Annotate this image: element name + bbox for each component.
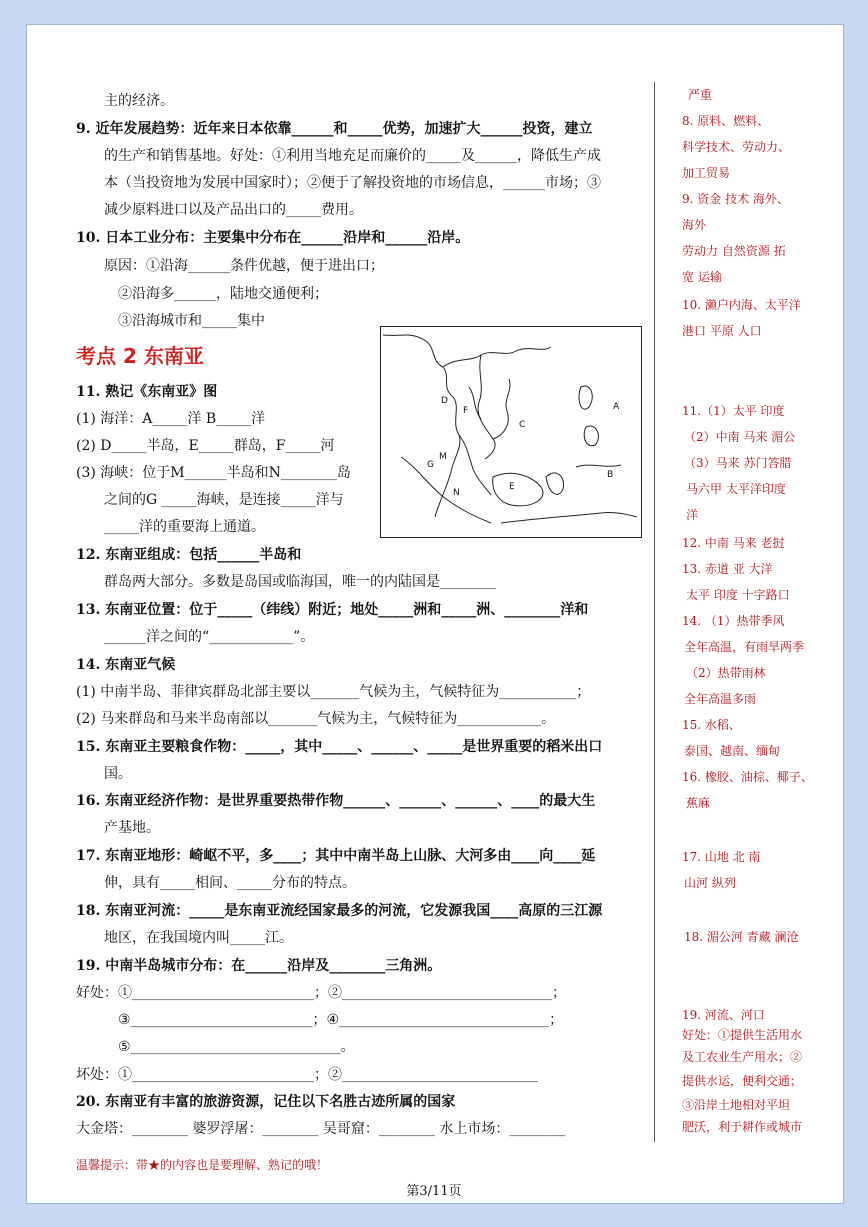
- answer-line: 肥沃，利于耕作或城市: [682, 1120, 803, 1134]
- answer-line: （2）热带雨林: [686, 666, 766, 680]
- answer-line: 蕉麻: [686, 796, 711, 810]
- text-line: ③沿海城市和_____集中: [118, 313, 265, 329]
- text-line: 减少原料进口以及产品出口的_____费用。: [104, 202, 363, 218]
- answer-line: 马六甲 太平洋印度: [686, 482, 786, 496]
- map-label: G: [427, 460, 434, 470]
- text-line: 主的经济。: [104, 93, 174, 109]
- answer-line: 8. 原料、燃料、: [682, 114, 770, 128]
- text-line: ②沿海多______，陆地交通便利；: [118, 286, 328, 302]
- answer-line: 山河 纵列: [684, 876, 736, 890]
- question-12: 12. 东南亚组成：包括______半岛和: [76, 547, 302, 563]
- section-heading: 考点 2 东南亚: [76, 344, 204, 368]
- question-10: 10. 日本工业分布：主要集中分布在______沿岸和______沿岸。: [76, 230, 470, 246]
- text-line: 大金塔：________ 婆罗浮屠：________ 吴哥窟：________ 水上市场：________: [76, 1121, 566, 1137]
- page-number: 第3/11页: [406, 1184, 462, 1199]
- answer-line: 全年高温，有雨旱两季: [684, 640, 805, 654]
- map-label: M: [439, 452, 447, 462]
- answer-line: 提供水运，便利交通；: [682, 1074, 803, 1088]
- reminder-tip: 温馨提示：带★的内容也是要理解、熟记的哦！: [76, 1158, 329, 1172]
- answer-line: ③沿岸土地相对平坦: [682, 1098, 791, 1112]
- text-line: 本（当投资地为发展中国家时）；②便于了解投资地的市场信息，______市场；③: [104, 175, 601, 191]
- answer-line: 港口 平原 人口: [682, 324, 762, 338]
- answer-line: 16. 橡胶、油棕、椰子、: [682, 770, 813, 784]
- answer-line: 洋: [686, 508, 699, 522]
- text-line: (2) 马来群岛和马来半岛南部以_______气候为主，气候特征为____________。: [76, 711, 556, 727]
- answer-line: 11.（1）太平 印度: [682, 404, 785, 418]
- text-line: (2) D_____半岛，E_____群岛，F_____河: [76, 438, 335, 454]
- text-line: 原因：①沿海______条件优越，便于进出口；: [104, 258, 384, 274]
- map-label: D: [441, 396, 448, 406]
- text-line: 伸，具有_____相间、_____分布的特点。: [104, 875, 356, 891]
- text-line: 坏处：①__________________________；②____________________________: [76, 1067, 538, 1083]
- text-line: ⑤______________________________。: [118, 1039, 355, 1055]
- text-line: 产基地。: [104, 820, 160, 836]
- question-16: 16. 东南亚经济作物：是世界重要热带作物______、______、______、____的最大生: [76, 793, 596, 809]
- map-drawing: [381, 327, 640, 536]
- question-14: 14. 东南亚气候: [76, 657, 176, 673]
- answer-line: 15. 水稻、: [682, 718, 741, 732]
- answer-line: 13. 赤道 亚 大洋: [682, 562, 773, 576]
- answer-line: 全年高温多雨: [684, 692, 757, 706]
- answer-line: 10. 濑户内海、太平洋: [682, 298, 801, 312]
- text-line: 之间的G _____海峡，是连接_____洋与: [104, 492, 344, 508]
- answer-line: 好处：①提供生活用水: [682, 1028, 803, 1042]
- answer-line: 18. 湄公河 青藏 澜沧: [684, 930, 799, 944]
- question-13: 13. 东南亚位置：位于_____（纬线）附近；地处_____洲和_____洲、________洋和: [76, 602, 589, 618]
- map-label: C: [519, 420, 526, 430]
- answer-line: 科学技术、劳动力、: [682, 140, 791, 154]
- question-9: 9. 近年发展趋势：近年来日本依靠______和_____优势，加速扩大______投资，建立: [76, 121, 593, 137]
- answer-line: （3）马来 苏门答腊: [684, 456, 792, 470]
- map-label: A: [613, 402, 620, 412]
- answer-line: 12. 中南 马来 老挝: [682, 536, 785, 550]
- answer-line: 宽 运输: [682, 270, 722, 284]
- text-line: 群岛两大部分。多数是岛国或临海国，唯一的内陆国是________: [104, 574, 496, 590]
- map-label: B: [607, 470, 614, 480]
- question-20: 20. 东南亚有丰富的旅游资源，记住以下名胜古迹所属的国家: [76, 1094, 456, 1110]
- answer-line: 及工农业生产用水；②: [682, 1050, 803, 1064]
- answer-line: 太平 印度 十字路口: [686, 588, 790, 602]
- answer-line: 加工贸易: [682, 166, 731, 180]
- text-line: ③__________________________；④______________________________；: [118, 1012, 564, 1028]
- column-divider: [654, 82, 655, 1142]
- answer-line: 严重: [688, 88, 713, 102]
- answer-line: 海外: [682, 218, 707, 232]
- question-17: 17. 东南亚地形：崎岖不平，多____；其中中南半岛上山脉、大河多由____向____延: [76, 848, 596, 864]
- answer-line: 9. 资金 技术 海外、: [682, 192, 789, 206]
- map-label: E: [509, 482, 515, 492]
- map-label: N: [453, 488, 460, 498]
- text-line: (3) 海峡：位于M______半岛和N________岛: [76, 465, 351, 481]
- answer-line: 14. （1）热带季风: [682, 614, 785, 628]
- text-line: _____洋的重要海上通道。: [104, 519, 265, 535]
- answer-line: 19. 河流、河口: [682, 1008, 765, 1022]
- text-line: (1) 海洋：A_____洋 B_____洋: [76, 411, 266, 427]
- question-15: 15. 东南亚主要粮食作物：_____，其中_____、______、_____是世界重要的稻米出口: [76, 739, 603, 755]
- answer-line: 劳动力 自然资源 拓: [682, 244, 786, 258]
- text-line: (1) 中南半岛、菲律宾群岛北部主要以_______气候为主，气候特征为___________；: [76, 684, 591, 700]
- question-18: 18. 东南亚河流：_____是东南亚流经国家最多的河流，它发源我国____高原的三江源: [76, 903, 603, 919]
- map-label: F: [463, 406, 469, 416]
- question-11: 11. 熟记《东南亚》图: [76, 384, 218, 400]
- answer-line: 17. 山地 北 南: [682, 850, 761, 864]
- southeast-asia-map: [380, 326, 642, 538]
- answer-line: （2）中南 马来 湄公: [684, 430, 796, 444]
- text-line: ______洋之间的“____________”。: [104, 629, 315, 645]
- text-line: 地区，在我国境内叫_____江。: [104, 930, 293, 946]
- text-line: 好处：①__________________________；②______________________________；: [76, 985, 566, 1001]
- question-19: 19. 中南半岛城市分布：在______沿岸及________三角洲。: [76, 958, 442, 974]
- text-line: 国。: [104, 766, 132, 782]
- text-line: 的生产和销售基地。好处：①利用当地充足而廉价的_____及______，降低生产成: [104, 148, 601, 164]
- answer-line: 泰国、越南、缅甸: [684, 744, 781, 758]
